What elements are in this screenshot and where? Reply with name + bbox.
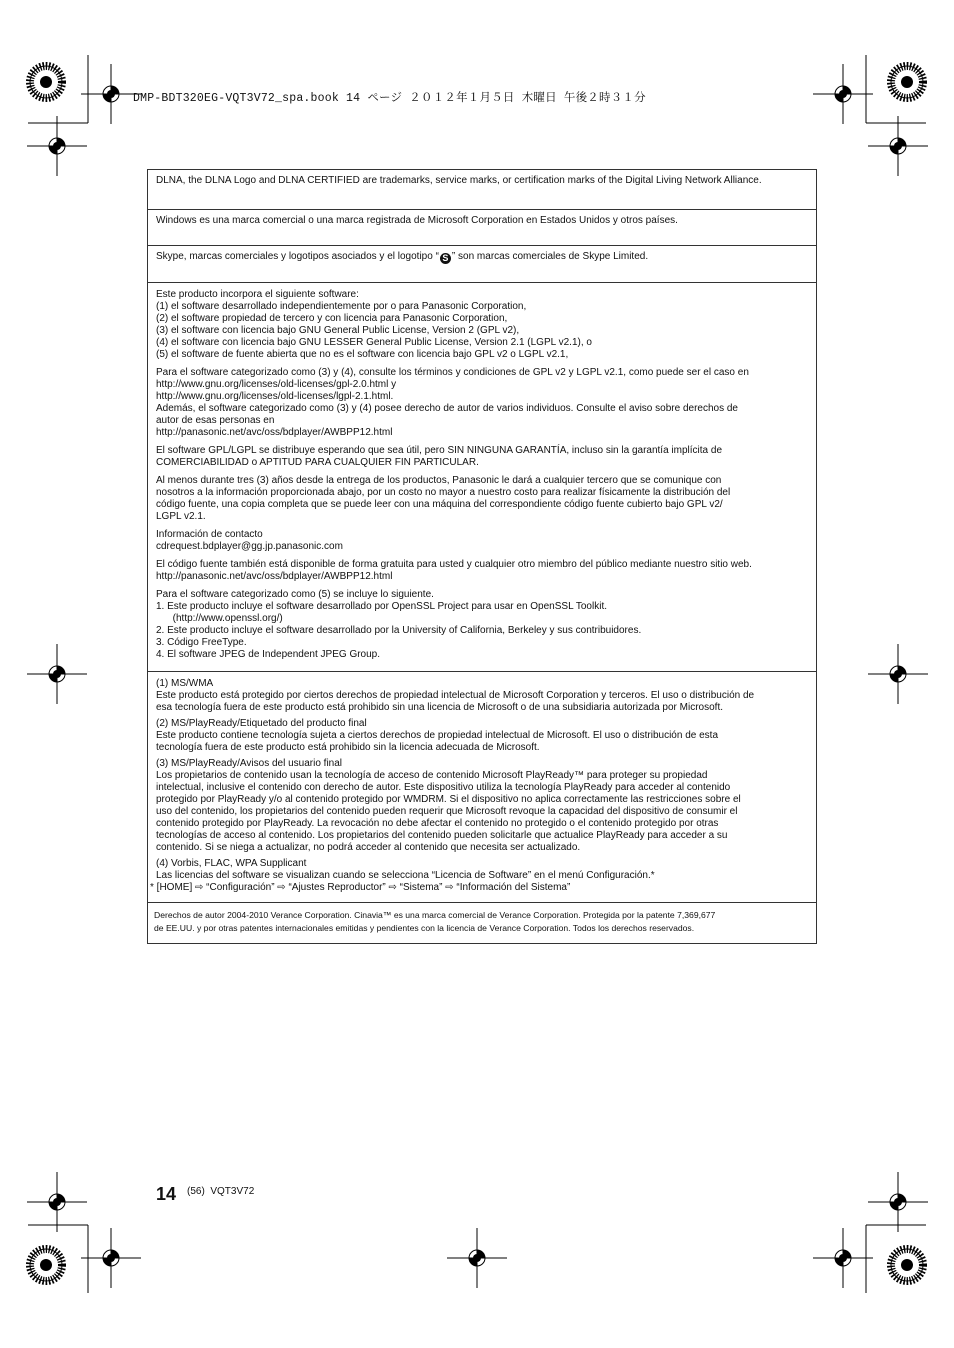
section-line: protegido por PlayReady y/o al contenido protegido por WMDRM. Si el dispositivo no aplica correctamente las restricciones sobre el [156, 794, 741, 805]
contact-email[interactable]: cdrequest.bdplayer@gg.jp.panasonic.com [156, 541, 343, 552]
section-line: contenido. Si se niega a actualizar, no podrá acceder al contenido que necesita ser actualizado. [156, 842, 581, 853]
source-offer-line: Al menos durante tres (3) años desde la entrega de los productos, Panasonic le dará a cualquier tercero que se comunique con [156, 475, 722, 486]
category5-intro: Para el software categorizado como (5) se incluye lo siguiente. [156, 589, 434, 600]
section-line: Este producto está protegido por ciertos derechos de propiedad intelectual de Microsoft Corporation y terceros. El uso o distribución de [156, 690, 755, 701]
section-line: tecnologías de acceso al contenido. Los propietarios del contenido pueden solicitarle que actualice PlayReady para acceder a su [156, 830, 728, 841]
dlna-notice [148, 170, 816, 210]
section-title: (1) MS/WMA [156, 678, 214, 689]
section-title: (2) MS/PlayReady/Etiquetado del producto final [156, 718, 367, 729]
category5-item: 2. Este producto incluye el software desarrollado por la University of California, Berkeley y sus contribuidores. [156, 625, 642, 636]
section-title: (4) Vorbis, FLAC, WPA Supplicant [156, 858, 307, 869]
source-offer-line: nosotros a la información proporcionada abajo, por un costo no mayor a nuestro costo para realizar físicamente la distribución del [156, 487, 731, 498]
software-item: (4) el software con licencia bajo GNU LESSER General Public License, Version 2.1 (LGPL v2.1), o [156, 337, 592, 348]
software-list [156, 301, 808, 361]
source-offer-line: LGPL v2.1. [156, 511, 206, 522]
section-line: tecnología fuera de este producto está prohibido sin la licencia adecuada de Microsoft. [156, 742, 540, 753]
gpl-link[interactable]: http://www.gnu.org/licenses/old-licenses/gpl-2.0.html y [156, 379, 397, 390]
cinavia-notice [148, 903, 816, 943]
section-line: Este producto contiene tecnología sujeta a ciertos derechos de propiedad intelectual de Microsoft. El uso o distribución de esta [156, 730, 719, 741]
oss-link[interactable]: http://panasonic.net/avc/oss/bdplayer/AWBPP12.html [156, 427, 393, 438]
gpl-terms-line: Para el software categorizado como (3) y (4), consulte los términos y condiciones de GPL v2 y LGPL v2.1, como puede ser el caso en [156, 367, 749, 378]
section-line: intelectual, inclusive el contenido con derecho de autor. Este dispositivo utiliza la tecnología PlayReady para acceder al contenido [156, 782, 731, 793]
copyright-line: Además, el software categorizado como (3) y (4) posee derecho de autor de varios individuos. Consulte el aviso sobre derechos de [156, 403, 738, 414]
cinavia-line: de EE.UU. y por otras patentes internacionales emitidas y pendientes con la licencia de Verance Corporation. Todos los derechos reservados. [154, 923, 695, 933]
software-item: (1) el software desarrollado independientemente por o para Panasonic Corporation, [156, 301, 527, 312]
lgpl-link[interactable]: http://www.gnu.org/licenses/old-licenses/lgpl-2.1.html. [156, 391, 394, 402]
software-item: (2) el software propiedad de tercero y con licencia para Panasonic Corporation, [156, 313, 508, 324]
skype-text-before: Skype, marcas comerciales y logotipos asociados y el logotipo “ [156, 251, 439, 262]
skype-text-after: ” son marcas comerciales de Skype Limited. [451, 251, 649, 262]
dlna-text: DLNA, the DLNA Logo and DLNA CERTIFIED are trademarks, service marks, or certification marks of the Digital Living Network Alliance. [156, 175, 762, 186]
footnote: * [HOME] ⇨ “Configuración” ⇨ “Ajustes Reproductor” ⇨ “Sistema” ⇨ “Información del Sistema” [150, 882, 571, 893]
skype-notice [148, 246, 816, 283]
page-code: (56) VQT3V72 [187, 1186, 255, 1197]
section-line: uso del contenido, los propietarios del contenido pueden requerir que Microsoft revoque la capacidad del dispositivo de consumir el [156, 806, 738, 817]
software-intro: Este producto incorpora el siguiente software: [156, 289, 359, 300]
openssl-link[interactable]: (http://www.openssl.org/) [156, 613, 283, 624]
website-link[interactable]: http://panasonic.net/avc/oss/bdplayer/AWBPP12.html [156, 571, 393, 582]
copyright-line: autor de esas personas en [156, 415, 275, 426]
cinavia-line: Derechos de autor 2004-2010 Verance Corporation. Cinavia™ es una marca comercial de Verance Corporation. Protegida por la patente 7,369,677 [154, 910, 716, 920]
microsoft-notice [148, 672, 816, 903]
source-offer-line: código fuente, una copia completa que se puede leer con una máquina del correspondiente código fuente cubierto bajo GPL v2/ [156, 499, 723, 510]
category5-item: 3. Código FreeType. [156, 637, 247, 648]
contact-label: Información de contacto [156, 529, 263, 540]
section-line: esa tecnología fuera de este producto está prohibido sin una licencia de Microsoft o de una subsidiaria autorizada por Microsoft. [156, 702, 724, 713]
software-notice [148, 283, 816, 672]
page-number: 14 [156, 1184, 177, 1204]
file-header-line: DMP-BDT320EG-VQT3V72_spa.book 14 ページ ２０１２年１月５日 木曜日 午後２時３１分 [133, 92, 646, 105]
section-title: (3) MS/PlayReady/Avisos del usuario final [156, 758, 343, 769]
software-item: (5) el software de fuente abierta que no es el software con licencia bajo GPL v2 o LGPL v2.1, [156, 349, 569, 360]
legal-notices-sheet [147, 169, 817, 944]
website-line: El código fuente también está disponible de forma gratuita para usted y cualquier otro miembro del público mediante nuestro sitio web. [156, 559, 752, 570]
section-line: Los propietarios de contenido usan la tecnología de acceso de contenido Microsoft PlayReady™ para proteger su propiedad [156, 770, 708, 781]
section-line: contenido protegido por PlayReady. La revocación no debe afectar el contenido no protegido o el contenido protegido por otras [156, 818, 719, 829]
section-line: Las licencias del software se visualizan cuando se selecciona “Licencia de Software” en el menú Configuración.* [156, 870, 655, 881]
warranty-line: El software GPL/LGPL se distribuye esperando que sea útil, pero SIN NINGUNA GARANTÍA, incluso sin la garantía implícita de [156, 445, 723, 456]
warranty-line: COMERCIABILIDAD o APTITUD PARA CUALQUIER FIN PARTICULAR. [156, 457, 479, 468]
skype-logo-icon: S [440, 253, 451, 264]
windows-notice [148, 210, 816, 246]
software-item: (3) el software con licencia bajo GNU General Public License, Version 2 (GPL v2), [156, 325, 520, 336]
category5-item: 1. Este producto incluye el software desarrollado por OpenSSL Project para usar en OpenSSL Toolkit. [156, 601, 607, 612]
windows-text: Windows es una marca comercial o una marca registrada de Microsoft Corporation en Estados Unidos y otros países. [156, 215, 678, 226]
category5-item: 4. El software JPEG de Independent JPEG Group. [156, 649, 381, 660]
skype-text [156, 251, 808, 264]
